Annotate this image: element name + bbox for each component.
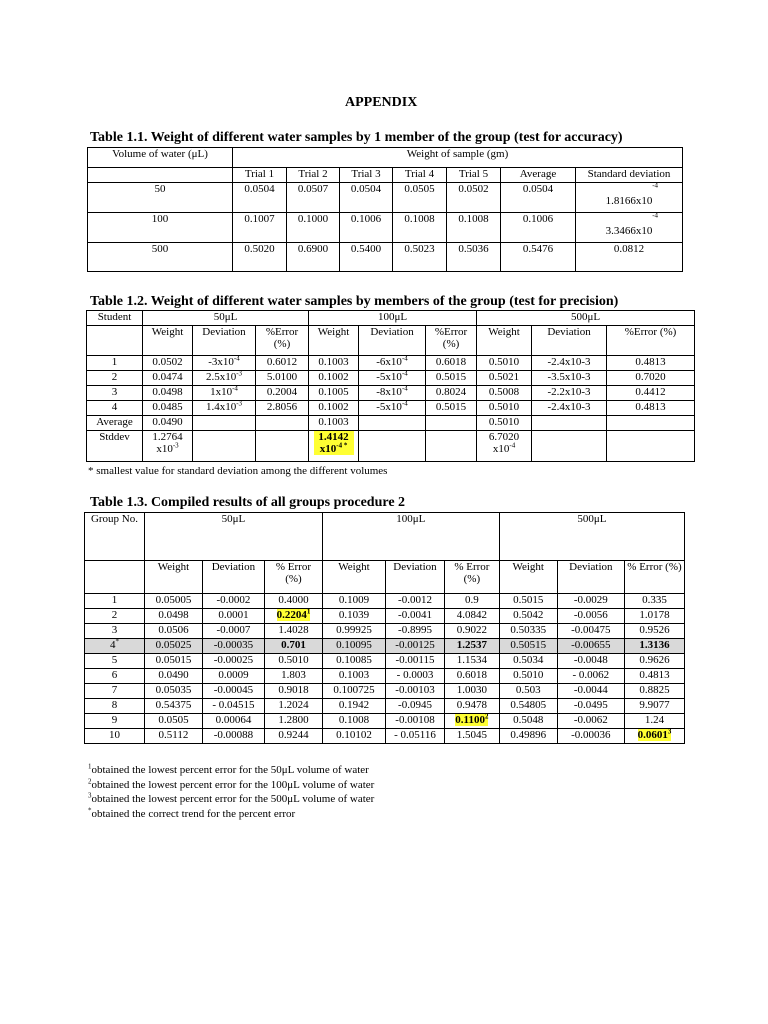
cell: $-5x10^{-4}$ — [359, 371, 426, 386]
cell: $1.4x10^{-3}$ — [193, 401, 256, 416]
cell-std-dev: $^{-4}$ 3.3466x10 — [576, 213, 683, 243]
cell: 0.49896 — [499, 729, 557, 744]
cell: 0.1008 — [322, 714, 385, 729]
cell: 0.5010 — [477, 356, 532, 371]
header-deviation: Deviation — [557, 561, 624, 594]
cell: 0.9018 — [264, 684, 322, 699]
header-weight: Weight — [309, 326, 359, 356]
row-label-average: Average — [87, 416, 143, 431]
cell: 0.1000 — [287, 213, 340, 243]
cell: 0.10085 — [322, 654, 385, 669]
cell: 0.6900 — [287, 243, 340, 272]
cell: 0.1006 — [340, 213, 393, 243]
cell: -0.00125 — [386, 639, 445, 654]
cell — [359, 431, 426, 462]
cell: -2.4x10-3 — [532, 356, 607, 371]
table-row — [85, 714, 685, 729]
cell: 0.1008 — [393, 213, 447, 243]
table-row — [87, 386, 695, 401]
table-row — [85, 729, 685, 744]
cell: 0.4813 — [607, 401, 695, 416]
cell-group: 7 — [85, 684, 145, 699]
header-standard-deviation: Standard deviation — [576, 168, 683, 183]
cell: 0.05005 — [144, 594, 202, 609]
cell: 1.5045 — [444, 729, 499, 744]
header-error: % Error (%) — [444, 561, 499, 594]
header-error: % Error (%) — [264, 561, 322, 594]
header-trial-2: Trial 2 — [287, 168, 340, 183]
cell-smallest-stddev: 1.4142 $x10^{-4 *}$ — [309, 431, 359, 462]
table-row — [85, 684, 685, 699]
cell: 0.335 — [624, 594, 684, 609]
cell: 0.0506 — [144, 624, 202, 639]
cell: - 0.05116 — [386, 729, 445, 744]
footnotes — [88, 764, 374, 823]
cell: 0.5400 — [340, 243, 393, 272]
cell: 0.05035 — [144, 684, 202, 699]
cell: 6.7020 $x10^{-4}$ — [477, 431, 532, 462]
header-100ul: 100μL — [322, 513, 499, 561]
header-trial-4: Trial 4 — [393, 168, 447, 183]
cell-group: 5 — [85, 654, 145, 669]
cell: -0.0029 — [557, 594, 624, 609]
header-500ul: 500μL — [477, 311, 695, 326]
header-weight-of-sample: Weight of sample (gm) — [233, 148, 683, 168]
cell: 0.8825 — [624, 684, 684, 699]
cell: 0.0504 — [340, 183, 393, 213]
footnote: *obtained the correct trend for the percent error — [88, 806, 296, 820]
header-error: % Error (%) — [624, 561, 684, 594]
cell: 0.0485 — [143, 401, 193, 416]
header-trial-3: Trial 3 — [340, 168, 393, 183]
cell — [532, 431, 607, 462]
table-row-average — [87, 416, 695, 431]
table-row — [85, 669, 685, 684]
cell: 1.0030 — [444, 684, 499, 699]
cell-group: 4* — [85, 639, 145, 654]
cell: 0.54805 — [499, 699, 557, 714]
cell: 1.24 — [624, 714, 684, 729]
footnote: $^2$obtained the lowest percent error for the 100μL volume of water — [88, 777, 375, 791]
cell: 0.50335 — [499, 624, 557, 639]
cell: 0.6018 — [444, 669, 499, 684]
header-weight: Weight — [322, 561, 385, 594]
cell — [532, 416, 607, 431]
cell: -0.00025 — [202, 654, 264, 669]
cell: -0.00655 — [557, 639, 624, 654]
cell: -0.00088 — [202, 729, 264, 744]
cell: 4.0842 — [444, 609, 499, 624]
cell: 0.5010 — [264, 654, 322, 669]
cell-group: 1 — [85, 594, 145, 609]
cell: -2.4x10-3 — [532, 401, 607, 416]
header-trial-5: Trial 5 — [447, 168, 501, 183]
table-1-3-caption: Table 1.3. Compiled results of all groups procedure 2 — [90, 495, 406, 510]
cell: -0.0007 — [202, 624, 264, 639]
cell: 1.803 — [264, 669, 322, 684]
cell: 5.0100 — [256, 371, 309, 386]
cell: 0.1009 — [322, 594, 385, 609]
cell: 0.2004 — [256, 386, 309, 401]
table-row-stddev — [87, 431, 695, 462]
cell: 0.5015 — [499, 594, 557, 609]
cell-group: 10 — [85, 729, 145, 744]
header-error: %Error (%) — [256, 326, 309, 356]
cell: 0.0505 — [393, 183, 447, 213]
cell-student: 1 — [87, 356, 143, 371]
cell — [607, 416, 695, 431]
table-row — [85, 624, 685, 639]
cell: 1.2764 $x10^{-3}$ — [143, 431, 193, 462]
table-row — [85, 699, 685, 714]
cell: 0.5010 — [477, 416, 532, 431]
table-row — [85, 594, 685, 609]
cell: - 0.0003 — [386, 669, 445, 684]
cell — [426, 431, 477, 462]
cell: -0.00115 — [386, 654, 445, 669]
cell — [607, 431, 695, 462]
table-row — [87, 401, 695, 416]
cell: 0.0474 — [143, 371, 193, 386]
cell: 0.0498 — [143, 386, 193, 401]
cell: 0.1002 — [309, 371, 359, 386]
cell-group: 3 — [85, 624, 145, 639]
cell: 0.5112 — [144, 729, 202, 744]
header-group-no: Group No. — [85, 513, 145, 561]
cell: 0.8024 — [426, 386, 477, 401]
header-average: Average — [501, 168, 576, 183]
cell-group: 8 — [85, 699, 145, 714]
table-row — [87, 356, 695, 371]
cell: 1.1534 — [444, 654, 499, 669]
cell: -0.0048 — [557, 654, 624, 669]
cell: 0.5023 — [393, 243, 447, 272]
page-title: APPENDIX — [345, 95, 418, 110]
cell: $2.5x10^{-3}$ — [193, 371, 256, 386]
cell: -0.0002 — [202, 594, 264, 609]
cell: 0.5020 — [233, 243, 287, 272]
header-50ul: 50μL — [143, 311, 309, 326]
cell: $-5x10^{-4}$ — [359, 401, 426, 416]
cell: -0.00108 — [386, 714, 445, 729]
cell — [256, 416, 309, 431]
header-weight: Weight — [143, 326, 193, 356]
cell: -0.0495 — [557, 699, 624, 714]
header-weight: Weight — [144, 561, 202, 594]
cell: 0.99925 — [322, 624, 385, 639]
cell — [359, 416, 426, 431]
cell-group: 9 — [85, 714, 145, 729]
cell: 0.1003 — [322, 669, 385, 684]
cell: 1.3136 — [624, 639, 684, 654]
cell — [256, 431, 309, 462]
cell: 1.2024 — [264, 699, 322, 714]
cell: $-8x10^{-4}$ — [359, 386, 426, 401]
header-deviation: Deviation — [193, 326, 256, 356]
header-deviation: Deviation — [359, 326, 426, 356]
cell: 0.1005 — [309, 386, 359, 401]
cell — [193, 431, 256, 462]
cell — [426, 416, 477, 431]
header-blank — [88, 168, 233, 183]
cell-std-dev: $^{-4}$ 1.8166x10 — [576, 183, 683, 213]
cell: -2.2x10-3 — [532, 386, 607, 401]
header-weight: Weight — [499, 561, 557, 594]
cell: 0.5010 — [499, 669, 557, 684]
table-1-1 — [87, 147, 683, 272]
cell: -0.00045 — [202, 684, 264, 699]
cell: 0.1008 — [447, 213, 501, 243]
cell: $-6x10^{-4}$ — [359, 356, 426, 371]
table-1-2 — [86, 310, 695, 462]
cell: 0.4412 — [607, 386, 695, 401]
cell: -0.0056 — [557, 609, 624, 624]
cell: 0.05015 — [144, 654, 202, 669]
cell-average: 0.5476 — [501, 243, 576, 272]
header-deviation: Deviation — [532, 326, 607, 356]
table-row — [88, 243, 683, 272]
cell: 0.100725 — [322, 684, 385, 699]
cell: 0.9244 — [264, 729, 322, 744]
cell: 0.1003 — [309, 416, 359, 431]
cell: 0.9478 — [444, 699, 499, 714]
cell: -0.8995 — [386, 624, 445, 639]
table-row — [87, 371, 695, 386]
cell: 0.0505 — [144, 714, 202, 729]
cell: 0.10102 — [322, 729, 385, 744]
cell: 0.7020 — [607, 371, 695, 386]
cell: -0.00103 — [386, 684, 445, 699]
table-row — [85, 654, 685, 669]
cell: 0.0009 — [202, 669, 264, 684]
cell-std-dev: 0.0812 — [576, 243, 683, 272]
cell-lowest-error-50ul: 0.2204$^1$ — [264, 609, 322, 624]
table-row — [88, 213, 683, 243]
cell: 9.9077 — [624, 699, 684, 714]
cell: 0.5010 — [477, 401, 532, 416]
cell: 0.5036 — [447, 243, 501, 272]
cell: 0.0498 — [144, 609, 202, 624]
cell: 0.4813 — [624, 669, 684, 684]
table-row-correct-trend — [85, 639, 685, 654]
cell: 0.5048 — [499, 714, 557, 729]
header-error: %Error (%) — [607, 326, 695, 356]
header-deviation: Deviation — [202, 561, 264, 594]
header-deviation: Deviation — [386, 561, 445, 594]
cell-group: 6 — [85, 669, 145, 684]
cell: 0.0001 — [202, 609, 264, 624]
cell: 0.5042 — [499, 609, 557, 624]
cell: 0.1039 — [322, 609, 385, 624]
cell: - 0.04515 — [202, 699, 264, 714]
header-trial-1: Trial 1 — [233, 168, 287, 183]
cell-student: 3 — [87, 386, 143, 401]
cell: 0.50515 — [499, 639, 557, 654]
table-1-3 — [84, 512, 685, 744]
cell: 0.9626 — [624, 654, 684, 669]
cell: 0.5015 — [426, 401, 477, 416]
cell-group: 2 — [85, 609, 145, 624]
cell-lowest-error-500ul: 0.0601$^3$ — [624, 729, 684, 744]
table-row — [88, 183, 683, 213]
table-row — [85, 609, 685, 624]
cell: $1x10^{-4}$ — [193, 386, 256, 401]
cell: 0.6012 — [256, 356, 309, 371]
cell: 0.5034 — [499, 654, 557, 669]
cell: 0.5021 — [477, 371, 532, 386]
header-50ul: 50μL — [144, 513, 322, 561]
cell: 0.503 — [499, 684, 557, 699]
cell: 0.10095 — [322, 639, 385, 654]
header-weight: Weight — [477, 326, 532, 356]
cell: 0.1007 — [233, 213, 287, 243]
table-1-1-caption: Table 1.1. Weight of different water samples by 1 member of the group (test for accuracy) — [90, 130, 623, 145]
cell: 0.9 — [444, 594, 499, 609]
table-1-2-caption: Table 1.2. Weight of different water samples by members of the group (test for precision) — [90, 294, 619, 309]
cell: -0.0062 — [557, 714, 624, 729]
cell: 2.8056 — [256, 401, 309, 416]
cell: 1.0178 — [624, 609, 684, 624]
cell: 0.5008 — [477, 386, 532, 401]
cell: 0.4000 — [264, 594, 322, 609]
footnote: $^1$obtained the lowest percent error for the 50μL volume of water — [88, 762, 369, 776]
cell-volume: 50 — [88, 183, 233, 213]
cell: 0.5015 — [426, 371, 477, 386]
cell-lowest-error-100ul: 0.1100$^2$ — [444, 714, 499, 729]
cell: -0.0012 — [386, 594, 445, 609]
cell: 0.701 — [264, 639, 322, 654]
cell: 0.0490 — [143, 416, 193, 431]
cell: -0.0945 — [386, 699, 445, 714]
cell: 0.1002 — [309, 401, 359, 416]
cell: 0.0507 — [287, 183, 340, 213]
cell: -0.00035 — [202, 639, 264, 654]
cell: 0.9526 — [624, 624, 684, 639]
header-error: %Error (%) — [426, 326, 477, 356]
cell: -0.00036 — [557, 729, 624, 744]
cell: 0.4813 — [607, 356, 695, 371]
footnote: $^3$obtained the lowest percent error for the 500μL volume of water — [88, 791, 375, 805]
cell: - 0.0062 — [557, 669, 624, 684]
header-100ul: 100μL — [309, 311, 477, 326]
header-volume: Volume of water (μL) — [88, 148, 233, 168]
cell: 1.2537 — [444, 639, 499, 654]
cell: 0.05025 — [144, 639, 202, 654]
cell: 0.0504 — [233, 183, 287, 213]
cell: $-3x10^{-4}$ — [193, 356, 256, 371]
cell-volume: 100 — [88, 213, 233, 243]
row-label-stddev: Stddev — [87, 431, 143, 462]
table-1-2-footnote: * smallest value for standard deviation among the different volumes — [88, 465, 388, 477]
cell: 0.00064 — [202, 714, 264, 729]
cell — [193, 416, 256, 431]
cell-volume: 500 — [88, 243, 233, 272]
cell: 0.1942 — [322, 699, 385, 714]
cell: -0.0044 — [557, 684, 624, 699]
header-student: Student — [87, 311, 143, 326]
header-500ul: 500μL — [499, 513, 684, 561]
header-blank — [87, 326, 143, 356]
cell-student: 4 — [87, 401, 143, 416]
cell: 0.0502 — [447, 183, 501, 213]
cell: 0.9022 — [444, 624, 499, 639]
cell: 0.54375 — [144, 699, 202, 714]
cell: 1.2800 — [264, 714, 322, 729]
cell: -3.5x10-3 — [532, 371, 607, 386]
cell-average: 0.1006 — [501, 213, 576, 243]
cell-average: 0.0504 — [501, 183, 576, 213]
cell-student: 2 — [87, 371, 143, 386]
cell: -0.00475 — [557, 624, 624, 639]
cell: 1.4028 — [264, 624, 322, 639]
header-blank — [85, 561, 145, 594]
cell: 0.0502 — [143, 356, 193, 371]
cell: 0.6018 — [426, 356, 477, 371]
cell: 0.1003 — [309, 356, 359, 371]
cell: 0.0490 — [144, 669, 202, 684]
cell: -0.0041 — [386, 609, 445, 624]
